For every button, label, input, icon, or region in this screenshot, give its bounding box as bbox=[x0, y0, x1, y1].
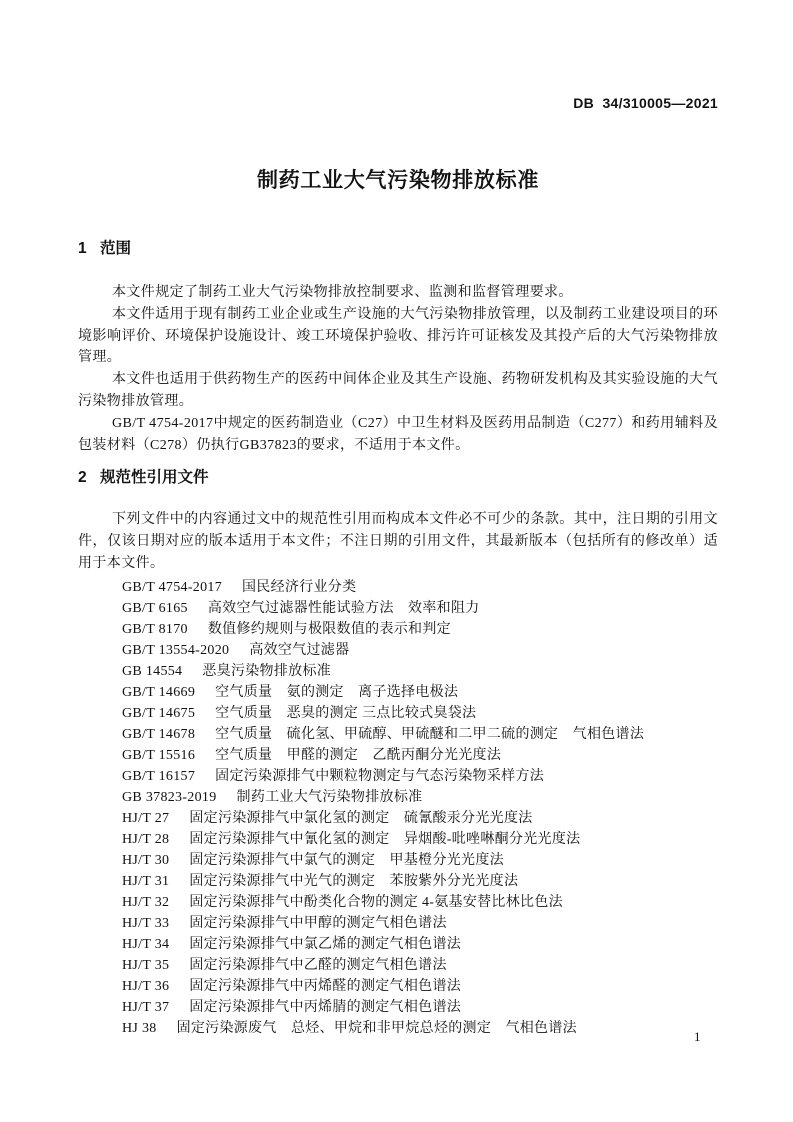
reference-code: HJ/T 32 bbox=[122, 894, 170, 910]
reference-item bbox=[122, 703, 718, 724]
reference-code: HJ/T 34 bbox=[122, 936, 170, 952]
reference-title: 固定污染源排气中氰化氢的测定 异烟酸-吡唑啉酮分光光度法 bbox=[189, 831, 581, 847]
reference-code: HJ/T 27 bbox=[122, 810, 170, 826]
reference-code: GB/T 16157 bbox=[122, 768, 196, 784]
reference-item bbox=[122, 661, 718, 682]
reference-title: 空气质量 甲醛的测定 乙酰丙酮分光光度法 bbox=[215, 747, 502, 763]
text-block bbox=[78, 0, 718, 1039]
reference-title: 高效空气过滤器性能试验方法 效率和阻力 bbox=[207, 600, 480, 616]
reference-title: 固定污染源排气中氯气的测定 甲基橙分光光度法 bbox=[189, 852, 504, 868]
reference-item bbox=[122, 808, 718, 829]
reference-title: 空气质量 硫化氢、甲硫醇、甲硫醚和二甲二硫的测定 气相色谱法 bbox=[215, 726, 645, 742]
reference-title: 数值修约规则与极限数值的表示和判定 bbox=[207, 621, 451, 637]
reference-item bbox=[122, 766, 718, 787]
reference-code: HJ/T 33 bbox=[122, 915, 170, 931]
reference-item bbox=[122, 850, 718, 871]
reference-title: 国民经济行业分类 bbox=[242, 579, 357, 595]
section-2-title: 规范性引用文件 bbox=[99, 469, 209, 487]
reference-title: 固定污染源排气中氯化氢的测定 硫氰酸汞分光光度法 bbox=[189, 810, 533, 826]
reference-code: GB/T 4754-2017 bbox=[122, 579, 222, 595]
reference-code: GB/T 15516 bbox=[122, 747, 196, 763]
reference-title: 固定污染源排气中光气的测定 苯胺紫外分光光度法 bbox=[189, 873, 519, 889]
reference-list bbox=[122, 577, 718, 1039]
reference-item bbox=[122, 724, 718, 745]
reference-title: 固定污染源排气中丙烯腈的测定气相色谱法 bbox=[189, 999, 462, 1015]
paragraph: 下列文件中的内容通过文中的规范性引用而构成本文件必不可少的条款。其中，注日期的引用文件，仅该日期对应的版本适用于本文件；不注日期的引用文件，其最新版本（包括所有的修改单）适用于本文件。 bbox=[78, 512, 718, 571]
reference-item bbox=[122, 598, 718, 619]
reference-code: HJ/T 30 bbox=[122, 852, 170, 868]
reference-code: HJ/T 28 bbox=[122, 831, 170, 847]
reference-code: GB/T 14675 bbox=[122, 705, 196, 721]
reference-code: GB/T 6165 bbox=[122, 600, 188, 616]
reference-code: HJ/T 31 bbox=[122, 873, 170, 889]
reference-title: 固定污染源排气中酚类化合物的测定 4-氨基安替比林比色法 bbox=[189, 894, 563, 910]
reference-item bbox=[122, 640, 718, 661]
section-1-number: 1 bbox=[78, 240, 87, 257]
section-2-number: 2 bbox=[78, 469, 87, 487]
reference-item bbox=[122, 934, 718, 955]
reference-item bbox=[122, 976, 718, 997]
reference-title: 固定污染源排气中氯乙烯的测定气相色谱法 bbox=[189, 936, 462, 952]
section-2-heading bbox=[78, 469, 718, 486]
reference-code: HJ/T 35 bbox=[122, 957, 170, 973]
reference-code: GB/T 13554-2020 bbox=[122, 642, 230, 658]
reference-title: 恶臭污染物排放标准 bbox=[202, 663, 332, 679]
document-title: 制药工业大气污染物排放标准 bbox=[256, 169, 540, 192]
paragraph: 本文件规定了制药工业大气污染物排放控制要求、监测和监督管理要求。 bbox=[112, 285, 573, 300]
paragraph: 本文件也适用于供药物生产的医药中间体企业及其生产设施、药物研发机构及其实验设施的大气污染物排放管理。 bbox=[78, 372, 718, 409]
reference-title: 高效空气过滤器 bbox=[249, 642, 350, 658]
reference-title: 固定污染源排气中甲醇的测定气相色谱法 bbox=[189, 915, 447, 931]
reference-title: 固定污染源废气 总烃、甲烷和非甲烷总烃的测定 气相色谱法 bbox=[176, 1020, 577, 1036]
reference-item bbox=[122, 913, 718, 934]
reference-title: 空气质量 恶臭的测定 三点比较式臭袋法 bbox=[215, 705, 477, 721]
reference-item bbox=[122, 1018, 718, 1039]
reference-code: GB/T 8170 bbox=[122, 621, 188, 637]
reference-code: GB/T 14678 bbox=[122, 726, 196, 742]
reference-item bbox=[122, 871, 718, 892]
paragraph: 本文件适用于现有制药工业企业或生产设施的大气污染物排放管理，以及制药工业建设项目的环境影响评价、环境保护设施设计、竣工环境保护验收、排污许可证核发及其投产后的大气污染物排放管理。 bbox=[78, 306, 718, 366]
doc-number: DB 34/310005—2021 bbox=[573, 95, 718, 111]
reference-item bbox=[122, 577, 718, 598]
reference-title: 空气质量 氨的测定 离子选择电极法 bbox=[215, 684, 459, 700]
reference-code: GB 37823-2019 bbox=[122, 789, 217, 805]
reference-item bbox=[122, 682, 718, 703]
reference-item bbox=[122, 787, 718, 808]
reference-title: 固定污染源排气中颗粒物测定与气态污染物采样方法 bbox=[215, 768, 545, 784]
reference-item bbox=[122, 892, 718, 913]
reference-code: GB 14554 bbox=[122, 663, 183, 679]
reference-code: GB/T 14669 bbox=[122, 684, 196, 700]
page-number: 1 bbox=[694, 1029, 701, 1044]
reference-code: HJ/T 36 bbox=[122, 978, 170, 994]
reference-item bbox=[122, 619, 718, 640]
reference-title: 固定污染源排气中丙烯醛的测定气相色谱法 bbox=[189, 978, 462, 994]
section-1-title: 范围 bbox=[99, 240, 131, 257]
reference-code: HJ/T 37 bbox=[122, 999, 170, 1015]
reference-title: 制药工业大气污染物排放标准 bbox=[236, 789, 423, 805]
reference-item bbox=[122, 745, 718, 766]
reference-title: 固定污染源排气中乙醛的测定气相色谱法 bbox=[189, 957, 447, 973]
reference-item bbox=[122, 997, 718, 1018]
paragraph: GB/T 4754-2017中规定的医药制造业（C27）中卫生材料及医药用品制造（C277）和药用辅料及包装材料（C278）仍执行GB37823的要求，不适用于本文件。 bbox=[78, 415, 718, 453]
reference-code: HJ 38 bbox=[122, 1020, 157, 1036]
reference-item bbox=[122, 829, 718, 850]
reference-item bbox=[122, 955, 718, 976]
section-1-heading bbox=[78, 240, 718, 257]
